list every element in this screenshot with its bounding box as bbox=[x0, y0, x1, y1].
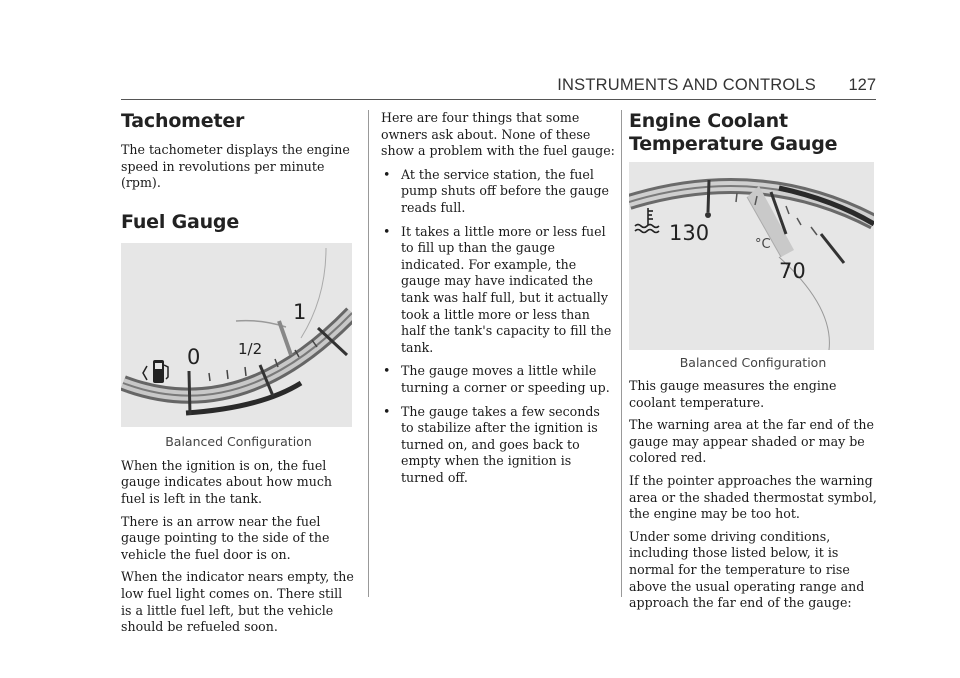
header-rule bbox=[121, 99, 876, 100]
column-2 bbox=[381, 110, 616, 493]
fuel-gauge-heading: Fuel Gauge bbox=[121, 210, 240, 233]
header-page-number: 127 bbox=[848, 76, 876, 94]
fuel-gauge-illustration bbox=[121, 243, 352, 427]
fuel-faq-list bbox=[381, 167, 616, 487]
coolant-gauge-illustration bbox=[629, 162, 874, 350]
bullet-text: At the service station, the fuel pump shuts off before the gauge reads full. bbox=[401, 166, 609, 215]
column-divider-2 bbox=[621, 110, 622, 597]
column-divider-1 bbox=[368, 110, 369, 597]
bullet-symbol: • bbox=[383, 403, 391, 419]
page-header bbox=[121, 76, 876, 100]
temp-label-70: 70 bbox=[779, 259, 806, 283]
coolant-gauge-figure bbox=[629, 162, 874, 350]
coolant-paragraph-1: This gauge measures the engine coolant temperature. bbox=[629, 378, 837, 410]
fuel-gauge-figure bbox=[121, 243, 352, 427]
bullet-symbol: • bbox=[383, 166, 391, 182]
fuel-label-empty: 0 bbox=[187, 344, 201, 369]
column-3 bbox=[629, 110, 877, 612]
coolant-paragraph-3: If the pointer approaches the warning area or the shaded thermostat symbol, the engine may be too hot. bbox=[629, 472, 877, 522]
fuel-label-half: 1/2 bbox=[238, 339, 263, 358]
list-item bbox=[381, 224, 616, 357]
bullet-text: The gauge takes a few seconds to stabilize after the ignition is turned on, and goes back to empty when the ignition is turned off. bbox=[401, 403, 600, 485]
bullet-text: It takes a little more or less fuel to fill up than the gauge indicated. For example, the gauge may have indicated the tank was half full, but it actually took a little more or less than half the tank's capacity to fill the tank. bbox=[401, 223, 612, 355]
coolant-paragraph-4: Under some driving conditions, including those listed below, it is normal for the temperature to rise above the usual operating range and approach the far end of the gauge: bbox=[629, 528, 865, 611]
bullet-text: The gauge moves a little while turning a corner or speeding up. bbox=[401, 363, 610, 395]
coolant-heading-line-2: Temperature Gauge bbox=[629, 133, 838, 155]
header-section-title: INSTRUMENTS AND CONTROLS bbox=[557, 76, 816, 94]
list-item bbox=[381, 363, 616, 396]
fuel-faq-intro: Here are four things that some owners ask about. None of these show a problem with the fuel gauge: bbox=[381, 110, 615, 159]
temp-unit-label: °C bbox=[755, 237, 771, 252]
list-item bbox=[381, 404, 616, 487]
fuel-gauge-caption: Balanced Configuration bbox=[165, 433, 312, 449]
bullet-symbol: • bbox=[383, 223, 391, 239]
coolant-heading-line-1: Engine Coolant bbox=[629, 110, 788, 132]
fuel-paragraph-1: When the ignition is on, the fuel gauge indicates about how much fuel is left in the tank. bbox=[121, 457, 332, 506]
column-1 bbox=[121, 110, 356, 636]
tachometer-heading: Tachometer bbox=[121, 110, 245, 132]
tachometer-text: The tachometer displays the engine speed in revolutions per minute (rpm). bbox=[121, 142, 350, 191]
coolant-paragraph-2: The warning area at the far end of the gauge may appear shaded or may be colored red. bbox=[629, 417, 874, 466]
fuel-label-full: 1 bbox=[293, 299, 307, 324]
bullet-symbol: • bbox=[383, 363, 391, 379]
fuel-paragraph-3: When the indicator nears empty, the low fuel light comes on. There still is a little fuel left, but the vehicle should be refueled soon. bbox=[121, 569, 354, 635]
coolant-gauge-caption: Balanced Configuration bbox=[679, 355, 827, 370]
list-item bbox=[381, 167, 616, 217]
fuel-paragraph-2: There is an arrow near the fuel gauge pointing to the side of the vehicle the fuel door is on. bbox=[121, 513, 330, 562]
temp-label-130: 130 bbox=[669, 221, 710, 245]
